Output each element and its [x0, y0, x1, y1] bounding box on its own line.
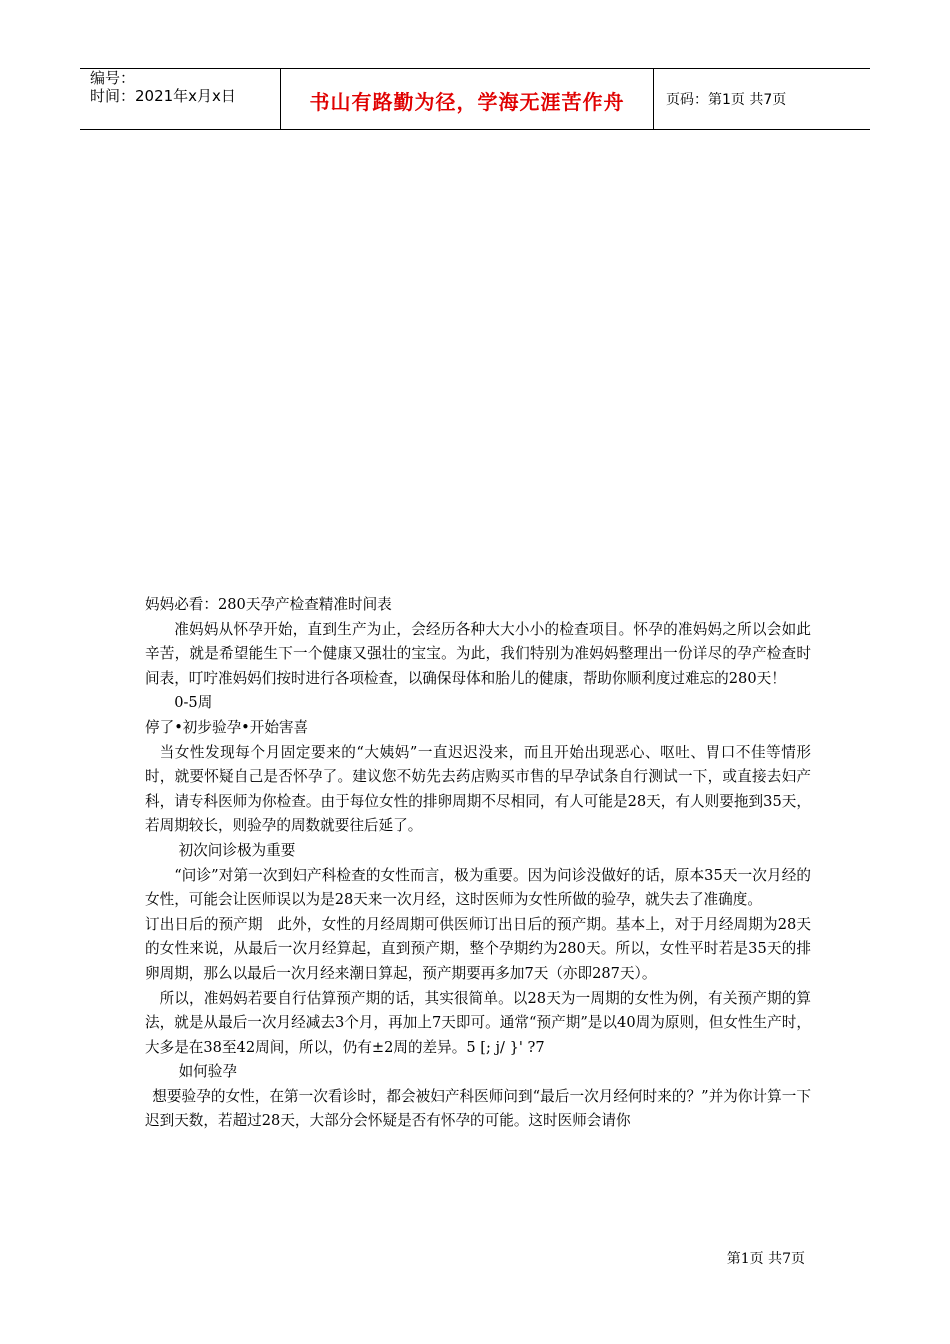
date-label: 时间：2021年x月x日 [90, 87, 236, 105]
article-title: 妈妈必看：280天孕产检查精准时间表 [145, 596, 392, 613]
paragraph-2: “问诊”对第一次到妇产科检查的女性而言，极为重要。因为问诊没做好的话，原本35天一次月经的女性，可能会让医师误以为是28天来一次月经，这时医师为女性所做的验孕，就失去了准确度。 [145, 866, 811, 909]
week-heading: 0-5周 [174, 694, 213, 712]
section-heading: 停了•初步验孕•开始害喜 [145, 718, 309, 736]
motto-text: 书山有路勤为径，学海无涯苦作舟 [309, 90, 625, 114]
header-meta-cell [80, 69, 280, 129]
header-page-cell [654, 69, 870, 129]
intro-paragraph: 准妈妈从怀孕开始，直到生产为止，会经历各种大大小小的检查项目。怀孕的准妈妈之所以会如此辛苦，就是希望能生下一个健康又强壮的宝宝。为此，我们特别为准妈妈整理出一份详尽的孕产检查时间表，叮咛准妈妈们按时进行各项检查，以确保母体和胎儿的健康，帮助你顺利度过难忘的280天！ [145, 620, 811, 687]
header-table [80, 68, 870, 130]
article-body [145, 593, 811, 1134]
serial-number-label: 编号： [90, 69, 136, 87]
paragraph-5: 想要验孕的女性，在第一次看诊时，都会被妇产科医师问到“最后一次月经何时来的？”并为你计算一下迟到天数，若超过28天，大部分会怀疑是否有怀孕的可能。这时医师会请你 [145, 1087, 811, 1130]
subheading-first-visit: 初次问诊极为重要 [178, 841, 296, 859]
footer-page-number: 第1页 共7页 [726, 1251, 805, 1267]
subheading-pregnancy-test: 如何验孕 [178, 1063, 237, 1081]
paragraph-4: 所以，准妈妈若要自行估算预产期的话，其实很简单。以28天为一周期的女性为例，有关预产期的算法，就是从最后一次月经减去3个月，再加上7天即可。通常“预产期”是以40周为原则，但女性生产时，大多是在38至42周间，所以，仍有±2周的差异。5 [; j/ }' ?7 [145, 989, 811, 1056]
header-page-number: 页码：第1页 共7页 [666, 92, 787, 108]
header-motto-cell [280, 69, 654, 129]
paragraph-1: 当女性发现每个月固定要来的“大姨妈”一直迟迟没来，而且开始出现恶心、呕吐、胃口不佳等情形时，就要怀疑自己是否怀孕了。建议您不妨先去药店购买市售的早孕试条自行测试一下，或直接去妇产科，请专科医师为你检查。由于每位女性的排卵周期不尽相同，有人可能是28天，有人则要拖到35天，若周期较长，则验孕的周数就要往后延了。 [145, 743, 811, 835]
paragraph-3: 订出日后的预产期 此外，女性的月经周期可供医师订出日后的预产期。基本上，对于月经周期为28天的女性来说，从最后一次月经算起，直到预产期，整个孕期约为280天。所以，女性平时若是35天的排卵周期，那么以最后一次月经来潮日算起，预产期要再多加7天（亦即287天）。 [145, 915, 811, 982]
